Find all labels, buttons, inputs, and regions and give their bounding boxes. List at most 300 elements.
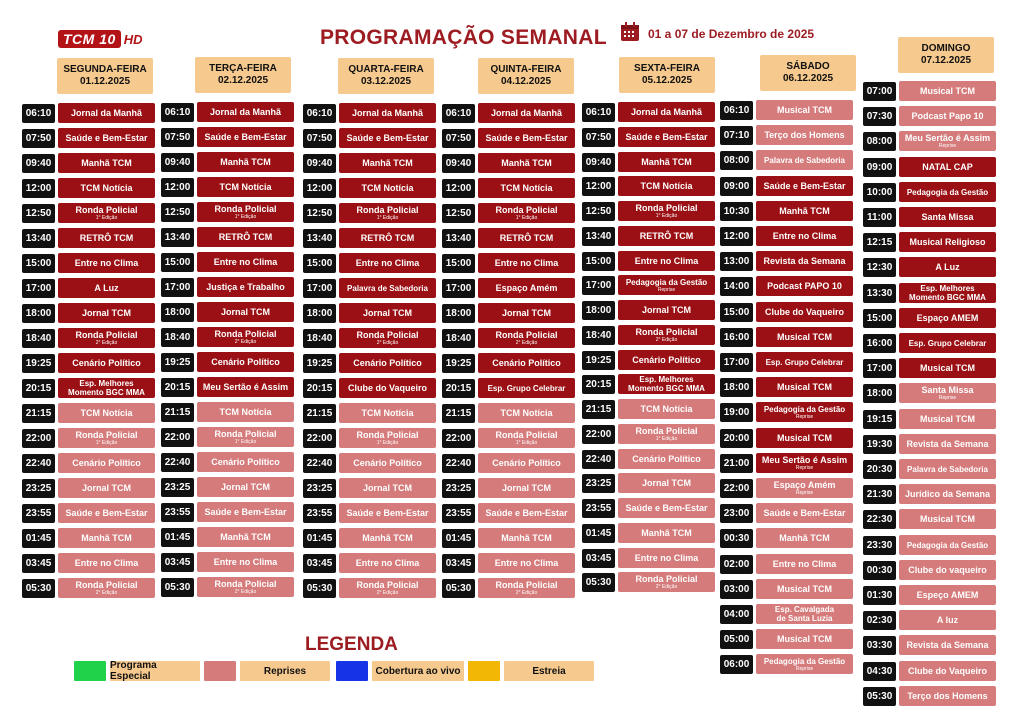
program-block xyxy=(197,102,294,122)
day-header xyxy=(898,37,994,73)
program-title: Manhã TCM xyxy=(501,532,552,543)
time-slot: 13:40 xyxy=(22,229,55,248)
time-slot: 12:15 xyxy=(863,233,896,252)
program-edition: Reprise xyxy=(795,413,814,420)
schedule-row xyxy=(161,228,273,247)
program-block xyxy=(58,528,155,548)
program-block xyxy=(618,424,715,444)
time-slot: 07:30 xyxy=(863,107,896,126)
program-block xyxy=(339,153,436,173)
schedule-row xyxy=(161,128,287,147)
schedule-row xyxy=(720,555,837,574)
schedule-row xyxy=(863,636,989,655)
schedule-row xyxy=(303,554,420,573)
time-slot: 22:40 xyxy=(22,454,55,473)
program-block xyxy=(339,253,436,273)
program-block xyxy=(197,177,294,197)
schedule-row xyxy=(161,378,289,397)
day-name: TERÇA-FEIRA xyxy=(209,63,277,74)
program-block xyxy=(756,579,853,599)
time-slot: 18:00 xyxy=(161,303,194,322)
program-block xyxy=(756,377,853,397)
program-title: Jornal TCM xyxy=(501,482,551,493)
time-slot: 23:25 xyxy=(22,479,55,498)
program-title: Saúde e Bem-Estar xyxy=(65,507,148,518)
legend-swatch-estreia xyxy=(468,661,500,681)
time-slot: 05:30 xyxy=(582,573,615,592)
schedule-row xyxy=(161,453,280,472)
program-title: Jornal TCM xyxy=(641,304,691,315)
time-slot: 17:00 xyxy=(582,276,615,295)
schedule-row xyxy=(161,353,280,372)
time-slot: 05:30 xyxy=(863,687,896,706)
schedule-row xyxy=(863,662,987,681)
time-slot: 17:00 xyxy=(161,278,194,297)
time-slot: 08:00 xyxy=(720,151,753,170)
schedule-row xyxy=(442,529,552,548)
program-block xyxy=(339,128,436,148)
program-title: Jornal TCM xyxy=(81,307,131,318)
schedule-row xyxy=(303,254,420,273)
time-slot: 20:15 xyxy=(161,378,194,397)
program-title: Esp. Melhores xyxy=(79,379,134,388)
time-slot: 23:25 xyxy=(161,478,194,497)
time-slot: 19:15 xyxy=(863,410,896,429)
time-slot: 22:30 xyxy=(863,510,896,529)
time-slot: 07:10 xyxy=(720,126,753,145)
program-block xyxy=(618,572,715,592)
schedule-row xyxy=(720,177,846,196)
program-title: Jornal TCM xyxy=(501,307,551,318)
schedule-row xyxy=(863,510,975,529)
program-block xyxy=(197,477,294,497)
time-slot: 07:50 xyxy=(22,129,55,148)
program-block xyxy=(618,523,715,543)
program-block xyxy=(478,353,575,373)
schedule-row xyxy=(303,104,423,123)
program-edition: Reprise xyxy=(657,286,676,293)
program-title: Jornal TCM xyxy=(81,482,131,493)
time-slot: 17:00 xyxy=(442,279,475,298)
time-slot: 15:00 xyxy=(582,252,615,271)
program-title: TCM Notícia xyxy=(500,182,553,193)
time-slot: 12:50 xyxy=(161,203,194,222)
schedule-row xyxy=(303,429,419,448)
time-slot: 09:40 xyxy=(303,154,336,173)
program-block xyxy=(197,552,294,572)
time-slot: 05:30 xyxy=(442,579,475,598)
time-slot: 15:00 xyxy=(22,254,55,273)
program-title: TCM Notícia xyxy=(80,407,133,418)
program-title: Manhã TCM xyxy=(220,531,271,542)
program-title: Musical Religioso xyxy=(909,236,986,247)
schedule-row xyxy=(442,204,558,223)
program-title: Musical TCM xyxy=(776,633,832,644)
time-slot: 06:10 xyxy=(22,104,55,123)
schedule-row xyxy=(582,573,698,592)
date-range-text: 01 a 07 de Dezembro de 2025 xyxy=(648,27,815,41)
time-slot: 12:00 xyxy=(582,177,615,196)
program-block xyxy=(58,478,155,498)
time-slot: 20:00 xyxy=(720,429,753,448)
program-title: Pedagogia da Gestão xyxy=(763,404,846,414)
time-slot: 03:45 xyxy=(582,549,615,568)
schedule-row xyxy=(303,179,414,198)
program-edition: 1° Edição xyxy=(655,212,678,219)
time-slot: 03:30 xyxy=(863,636,896,655)
time-slot: 10:00 xyxy=(863,183,896,202)
time-slot: 18:00 xyxy=(442,304,475,323)
program-title: Manhã TCM xyxy=(501,157,552,168)
program-block xyxy=(197,202,294,222)
program-title: Esp. Cavalgada xyxy=(774,605,835,614)
program-title: Entre no Clima xyxy=(355,557,420,568)
program-title: Santa Missa xyxy=(921,384,974,395)
time-slot: 06:10 xyxy=(442,104,475,123)
schedule-row xyxy=(720,277,842,296)
program-block xyxy=(478,228,575,248)
program-title: TCM Notícia xyxy=(361,182,414,193)
schedule-row xyxy=(442,579,558,598)
program-title: Saúde e Bem-Estar xyxy=(204,506,287,517)
schedule-row xyxy=(303,354,422,373)
time-slot: 23:25 xyxy=(582,474,615,493)
schedule-row xyxy=(720,655,846,674)
schedule-row xyxy=(442,279,558,298)
program-block xyxy=(899,409,996,429)
program-title: Manhã TCM xyxy=(362,532,413,543)
program-title-line2: Momento BGC MMA xyxy=(628,384,705,393)
time-slot: 09:40 xyxy=(161,153,194,172)
time-slot: 12:50 xyxy=(22,204,55,223)
day-name: QUINTA-FEIRA xyxy=(490,64,562,75)
program-block xyxy=(197,427,294,447)
day-date: 01.12.2025 xyxy=(79,76,131,87)
program-title: RETRÔ TCM xyxy=(79,232,134,243)
schedule-row xyxy=(863,561,987,580)
time-slot: 01:30 xyxy=(863,586,896,605)
time-slot: 04:30 xyxy=(863,662,896,681)
program-block xyxy=(197,527,294,547)
schedule-row xyxy=(863,258,960,277)
program-edition: Reprise xyxy=(795,489,814,496)
program-title: Saúde e Bem-Estar xyxy=(625,502,708,513)
program-block xyxy=(618,201,715,221)
program-block xyxy=(197,327,294,347)
time-slot: 06:10 xyxy=(161,103,194,122)
program-edition: 2° Edição xyxy=(655,583,678,590)
time-slot: 23:55 xyxy=(22,504,55,523)
program-block xyxy=(339,553,436,573)
program-block xyxy=(478,403,575,423)
schedule-row xyxy=(303,379,427,398)
program-title: Ronda Policial xyxy=(495,429,558,440)
time-slot: 04:00 xyxy=(720,605,753,624)
schedule-row xyxy=(442,454,561,473)
time-slot: 13:40 xyxy=(303,229,336,248)
time-slot: 12:50 xyxy=(582,202,615,221)
program-title: Musical TCM xyxy=(776,583,832,594)
time-slot: 19:25 xyxy=(161,353,194,372)
schedule-row xyxy=(22,204,138,223)
program-title: Entre no Clima xyxy=(494,557,559,568)
schedule-row xyxy=(720,605,835,624)
day-name: QUARTA-FEIRA xyxy=(348,64,424,75)
schedule-row xyxy=(303,529,413,548)
program-block xyxy=(618,275,715,295)
program-block xyxy=(58,328,155,348)
schedule-row xyxy=(161,203,277,222)
day-date: 04.12.2025 xyxy=(500,76,552,87)
program-block xyxy=(899,686,996,706)
schedule-row xyxy=(22,104,142,123)
program-title: Saúde e Bem-Estar xyxy=(204,131,287,142)
time-slot: 12:00 xyxy=(720,227,753,246)
program-title: TCM Notícia xyxy=(80,182,133,193)
time-slot: 20:15 xyxy=(22,379,55,398)
program-block xyxy=(58,578,155,598)
schedule-row xyxy=(442,554,559,573)
program-title: Musical TCM xyxy=(919,513,975,524)
schedule-row xyxy=(720,529,830,548)
program-title: Ronda Policial xyxy=(214,328,277,339)
schedule-row xyxy=(863,82,975,101)
program-block xyxy=(618,102,715,122)
schedule-row xyxy=(863,435,989,454)
program-block xyxy=(618,251,715,271)
program-title: Musical TCM xyxy=(919,413,975,424)
program-title: A Luz xyxy=(935,261,960,272)
program-title: Musical TCM xyxy=(776,432,832,443)
program-block xyxy=(899,459,996,479)
program-block xyxy=(756,125,853,145)
program-block xyxy=(339,453,436,473)
program-title: Ronda Policial xyxy=(356,204,419,215)
schedule-row xyxy=(863,233,986,252)
program-title: Ronda Policial xyxy=(75,579,138,590)
time-slot: 03:45 xyxy=(303,554,336,573)
program-title: Esp. Grupo Celebrar xyxy=(487,383,566,393)
time-slot: 22:00 xyxy=(442,429,475,448)
program-title: Saúde e Bem-Estar xyxy=(763,507,846,518)
program-title: Saúde e Bem-Estar xyxy=(485,507,568,518)
program-block xyxy=(197,252,294,272)
schedule-row xyxy=(303,204,419,223)
legend-label-reprises: Reprises xyxy=(240,661,330,681)
schedule-row xyxy=(303,229,415,248)
time-slot: 22:40 xyxy=(161,453,194,472)
program-block xyxy=(478,278,575,298)
schedule-row xyxy=(720,303,844,322)
program-block xyxy=(339,353,436,373)
program-title: Clube do vaqueiro xyxy=(908,564,987,575)
program-title: A Luz xyxy=(94,282,119,293)
program-block xyxy=(899,81,996,101)
program-block xyxy=(756,100,853,120)
program-block xyxy=(618,300,715,320)
time-slot: 22:40 xyxy=(303,454,336,473)
schedule-row xyxy=(22,354,141,373)
schedule-row xyxy=(161,253,278,272)
program-block xyxy=(58,203,155,223)
program-title: Clube do Vaqueiro xyxy=(764,306,844,317)
time-slot: 02:30 xyxy=(863,611,896,630)
time-slot: 21:30 xyxy=(863,485,896,504)
program-block xyxy=(197,127,294,147)
schedule-row xyxy=(863,485,991,504)
program-block xyxy=(756,478,853,498)
program-title: Ronda Policial xyxy=(356,579,419,590)
program-title: Saúde e Bem-Estar xyxy=(346,507,429,518)
program-title: Cenário Político xyxy=(632,354,701,365)
schedule-row xyxy=(22,404,133,423)
program-block xyxy=(618,350,715,370)
time-slot: 05:00 xyxy=(720,630,753,649)
time-slot: 06:00 xyxy=(720,655,753,674)
schedule-row xyxy=(582,177,693,196)
schedule-row xyxy=(442,504,568,523)
program-title: Jornal da Manhã xyxy=(490,107,562,118)
schedule-row xyxy=(22,279,119,298)
program-block xyxy=(899,106,996,126)
time-slot: 09:40 xyxy=(582,153,615,172)
program-block xyxy=(618,226,715,246)
schedule-row xyxy=(22,329,138,348)
time-slot: 12:50 xyxy=(442,204,475,223)
time-slot: 07:50 xyxy=(442,129,475,148)
legend-title: LEGENDA xyxy=(305,634,398,655)
time-slot: 18:00 xyxy=(863,384,896,403)
time-slot: 18:40 xyxy=(303,329,336,348)
program-block xyxy=(899,182,996,202)
program-block xyxy=(756,604,853,624)
day-header xyxy=(619,57,715,93)
program-block xyxy=(618,374,715,394)
program-title: TCM Notícia xyxy=(500,407,553,418)
program-title: Cenário Político xyxy=(211,356,280,367)
day-name: SEXTA-FEIRA xyxy=(634,63,700,74)
program-title: Saúde e Bem-Estar xyxy=(346,132,429,143)
program-title: Palavra de Sabedoria xyxy=(764,155,845,165)
program-title: Cenário Político xyxy=(492,357,561,368)
schedule-row xyxy=(582,425,698,444)
program-block xyxy=(899,635,996,655)
program-block xyxy=(478,203,575,223)
program-edition: Reprise xyxy=(938,142,957,149)
day-header xyxy=(478,58,574,94)
program-block xyxy=(339,478,436,498)
time-slot: 05:30 xyxy=(22,579,55,598)
program-block xyxy=(899,434,996,454)
program-block xyxy=(58,428,155,448)
schedule-row xyxy=(161,478,270,497)
program-block xyxy=(58,253,155,273)
program-title: Cenário Político xyxy=(72,357,141,368)
program-block xyxy=(756,302,853,322)
program-title: Podcast Papo 10 xyxy=(911,110,984,121)
day-header xyxy=(760,55,856,91)
schedule-row xyxy=(442,354,561,373)
time-slot: 20:15 xyxy=(303,379,336,398)
day-date: 02.12.2025 xyxy=(217,75,269,86)
program-title: Espeço AMEM xyxy=(916,589,979,600)
program-block xyxy=(478,378,575,398)
program-block xyxy=(197,452,294,472)
page-title: PROGRAMAÇÃO SEMANAL xyxy=(320,26,607,49)
schedule-row xyxy=(303,504,429,523)
schedule-row xyxy=(442,229,554,248)
program-block xyxy=(756,226,853,246)
schedule-row xyxy=(303,404,414,423)
program-block xyxy=(756,554,853,574)
program-title: Pedagogia da Gestão xyxy=(625,277,708,287)
day-name: SÁBADO xyxy=(786,61,830,72)
time-slot: 18:40 xyxy=(22,329,55,348)
program-title: Manhã TCM xyxy=(641,156,692,167)
program-block xyxy=(58,303,155,323)
schedule-row xyxy=(720,429,832,448)
time-slot: 13:30 xyxy=(863,284,896,303)
program-title: Ronda Policial xyxy=(635,202,698,213)
program-block xyxy=(618,548,715,568)
program-block xyxy=(899,610,996,630)
schedule-row xyxy=(720,630,832,649)
time-slot: 13:40 xyxy=(442,229,475,248)
schedule-row xyxy=(582,103,702,122)
time-slot: 22:00 xyxy=(582,425,615,444)
program-title: Cenário Político xyxy=(632,453,701,464)
program-title: Entre no Clima xyxy=(634,255,699,266)
time-slot: 09:40 xyxy=(22,154,55,173)
schedule-row xyxy=(720,227,837,246)
program-block xyxy=(58,353,155,373)
schedule-row xyxy=(863,687,988,706)
time-slot: 17:00 xyxy=(720,353,753,372)
time-slot: 18:40 xyxy=(161,328,194,347)
time-slot: 22:00 xyxy=(22,429,55,448)
program-block xyxy=(618,498,715,518)
program-block xyxy=(478,103,575,123)
program-block xyxy=(899,484,996,504)
time-slot: 15:00 xyxy=(442,254,475,273)
schedule-row xyxy=(720,479,836,498)
program-title: Revista da Semana xyxy=(906,438,989,449)
schedule-row xyxy=(442,379,566,398)
schedule-row xyxy=(582,301,691,320)
schedule-row xyxy=(161,328,277,347)
program-title: Entre no Clima xyxy=(213,256,278,267)
schedule-row xyxy=(22,454,141,473)
program-title: NATAL CAP xyxy=(922,161,973,172)
day-date: 03.12.2025 xyxy=(360,76,412,87)
program-title: Terço dos Homens xyxy=(764,129,845,140)
program-block xyxy=(339,328,436,348)
program-title: Meu Sertão é Assim xyxy=(761,454,848,465)
program-title: TCM Notícia xyxy=(219,181,272,192)
program-block xyxy=(899,560,996,580)
schedule-row xyxy=(582,252,699,271)
time-slot: 22:40 xyxy=(582,450,615,469)
schedule-row xyxy=(720,353,844,372)
program-edition: Reprise xyxy=(938,394,957,401)
schedule-row xyxy=(863,410,975,429)
schedule-row xyxy=(161,153,271,172)
program-edition: 2° Edição xyxy=(95,339,118,346)
program-block xyxy=(756,352,853,372)
program-block xyxy=(899,232,996,252)
program-title: Ronda Policial xyxy=(635,573,698,584)
program-title: Ronda Policial xyxy=(214,203,277,214)
